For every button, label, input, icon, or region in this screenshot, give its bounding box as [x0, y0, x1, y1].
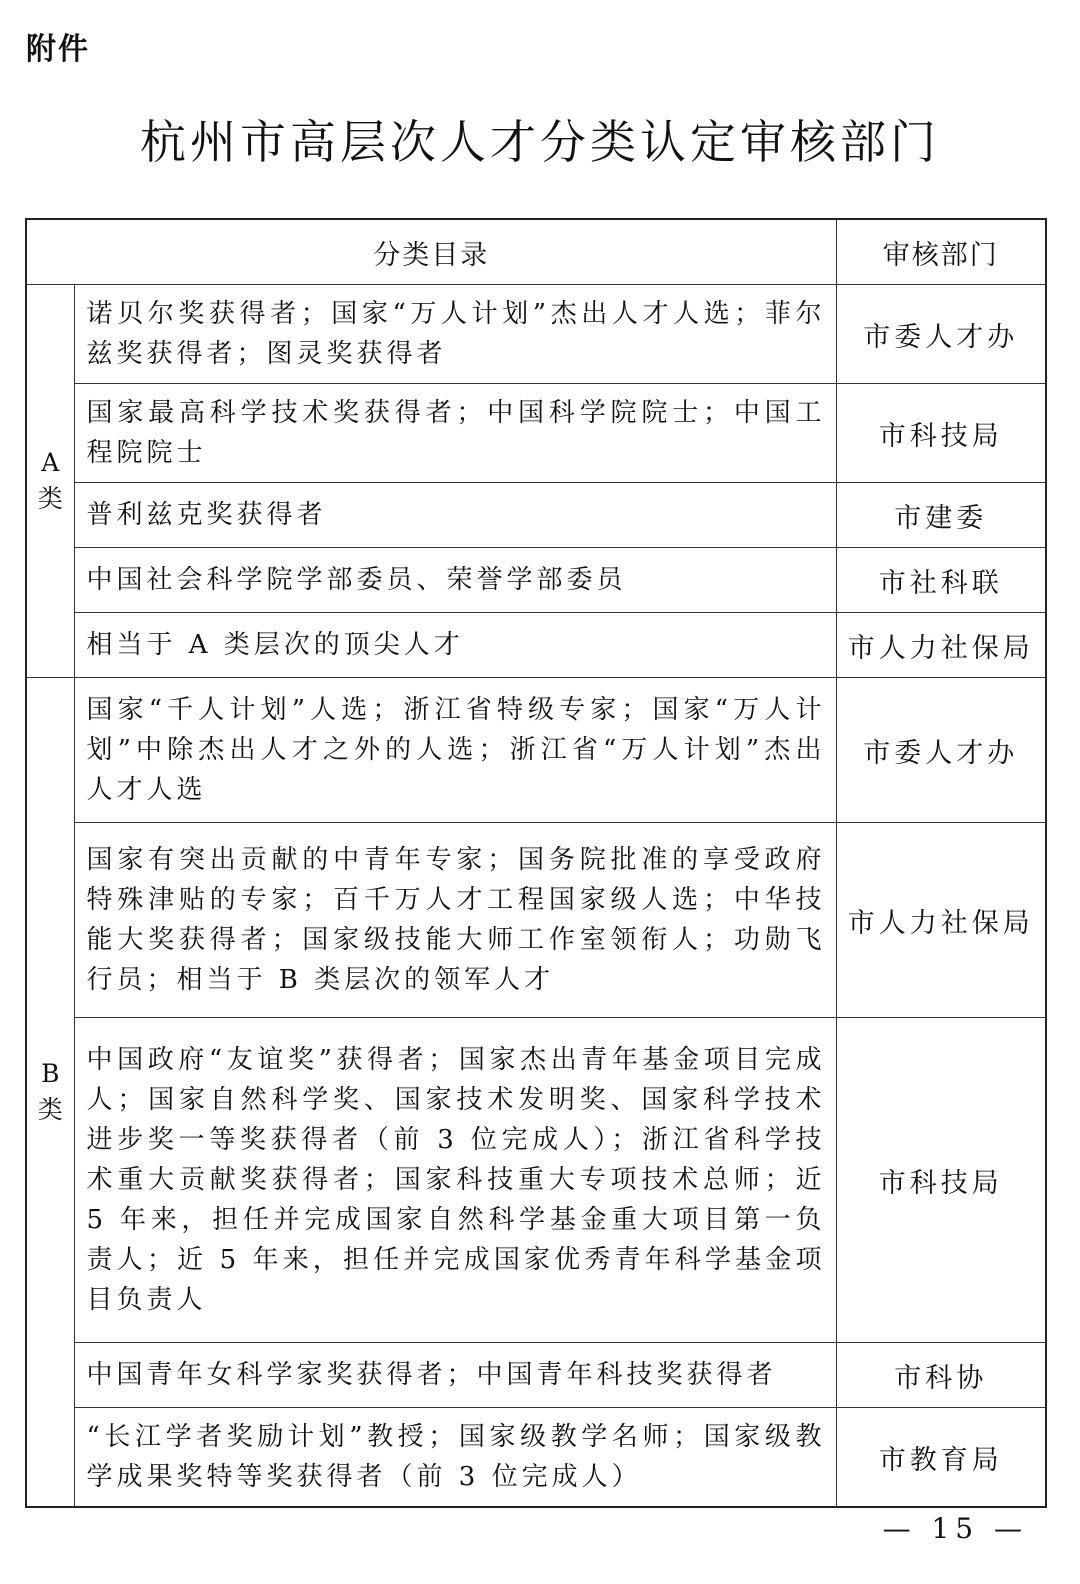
category-item: 国家“千人计划”人选；浙江省特级专家；国家“万人计划”中除杰出人才之外的人选；浙江省“万人计划”杰出人才人选 [74, 678, 836, 823]
table-row [26, 285, 1046, 384]
table-row [26, 1343, 1046, 1408]
department-cell: 市人力社保局 [836, 823, 1046, 1018]
header-category: 分类目录 [26, 219, 836, 285]
department-cell: 市科协 [836, 1343, 1046, 1408]
department-cell: 市科技局 [836, 384, 1046, 483]
category-item: 中国政府“友谊奖”获得者；国家杰出青年基金项目完成人；国家自然科学奖、国家技术发明奖、国家科学技术进步奖一等奖获得者（前 3 位完成人）；浙江省科学技术重大贡献奖获得者；国家科技重大专项技术总师；近 5 年来，担任并完成国家自然科学基金重大项目第一负责人；近 5 年来，担任并完成国家优秀青年科学基金项目负责人 [74, 1018, 836, 1343]
group-suffix: 类 [37, 1095, 63, 1124]
table-row [26, 678, 1046, 823]
department-cell: 市建委 [836, 483, 1046, 548]
category-item: 诺贝尔奖获得者；国家“万人计划”杰出人才人选；菲尔兹奖获得者；图灵奖获得者 [74, 285, 836, 384]
group-letter: A [41, 448, 60, 477]
header-department: 审核部门 [836, 219, 1046, 285]
category-item: 普利兹克奖获得者 [74, 483, 836, 548]
group-letter: B [41, 1059, 60, 1088]
department-cell: 市委人才办 [836, 285, 1046, 384]
table-header-row [26, 219, 1046, 285]
table-row [26, 1018, 1046, 1343]
category-item: 中国社会科学院学部委员、荣誉学部委员 [74, 548, 836, 613]
category-item: 国家有突出贡献的中青年专家；国务院批准的享受政府特殊津贴的专家；百千万人才工程国家级人选；中华技能大奖获得者；国家级技能大师工作室领衔人；功勋飞行员；相当于 B 类层次的领军人才 [74, 823, 836, 1018]
group-suffix: 类 [37, 484, 63, 513]
attachment-label: 附件 [26, 32, 90, 67]
department-cell: 市社科联 [836, 548, 1046, 613]
table-row [26, 823, 1046, 1018]
page-number: — 15 — [882, 1512, 1028, 1545]
document-title: 杭州市高层次人才分类认定审核部门 [140, 115, 940, 169]
group-label-b [26, 678, 74, 1508]
category-item: 相当于 A 类层次的顶尖人才 [74, 613, 836, 678]
department-cell: 市科技局 [836, 1018, 1046, 1343]
table-row [26, 613, 1046, 678]
department-cell: 市教育局 [836, 1408, 1046, 1508]
group-label-a [26, 285, 74, 678]
table-row [26, 1408, 1046, 1508]
category-item: 中国青年女科学家奖获得者；中国青年科技奖获得者 [74, 1343, 836, 1408]
table-row [26, 548, 1046, 613]
category-item: “长江学者奖励计划”教授；国家级教学名师；国家级教学成果奖特等奖获得者（前 3 位完成人） [74, 1408, 836, 1508]
table-row [26, 384, 1046, 483]
category-item: 国家最高科学技术奖获得者；中国科学院院士；中国工程院院士 [74, 384, 836, 483]
table-row [26, 483, 1046, 548]
department-cell: 市委人才办 [836, 678, 1046, 823]
talent-category-table [25, 218, 1047, 1508]
department-cell: 市人力社保局 [836, 613, 1046, 678]
